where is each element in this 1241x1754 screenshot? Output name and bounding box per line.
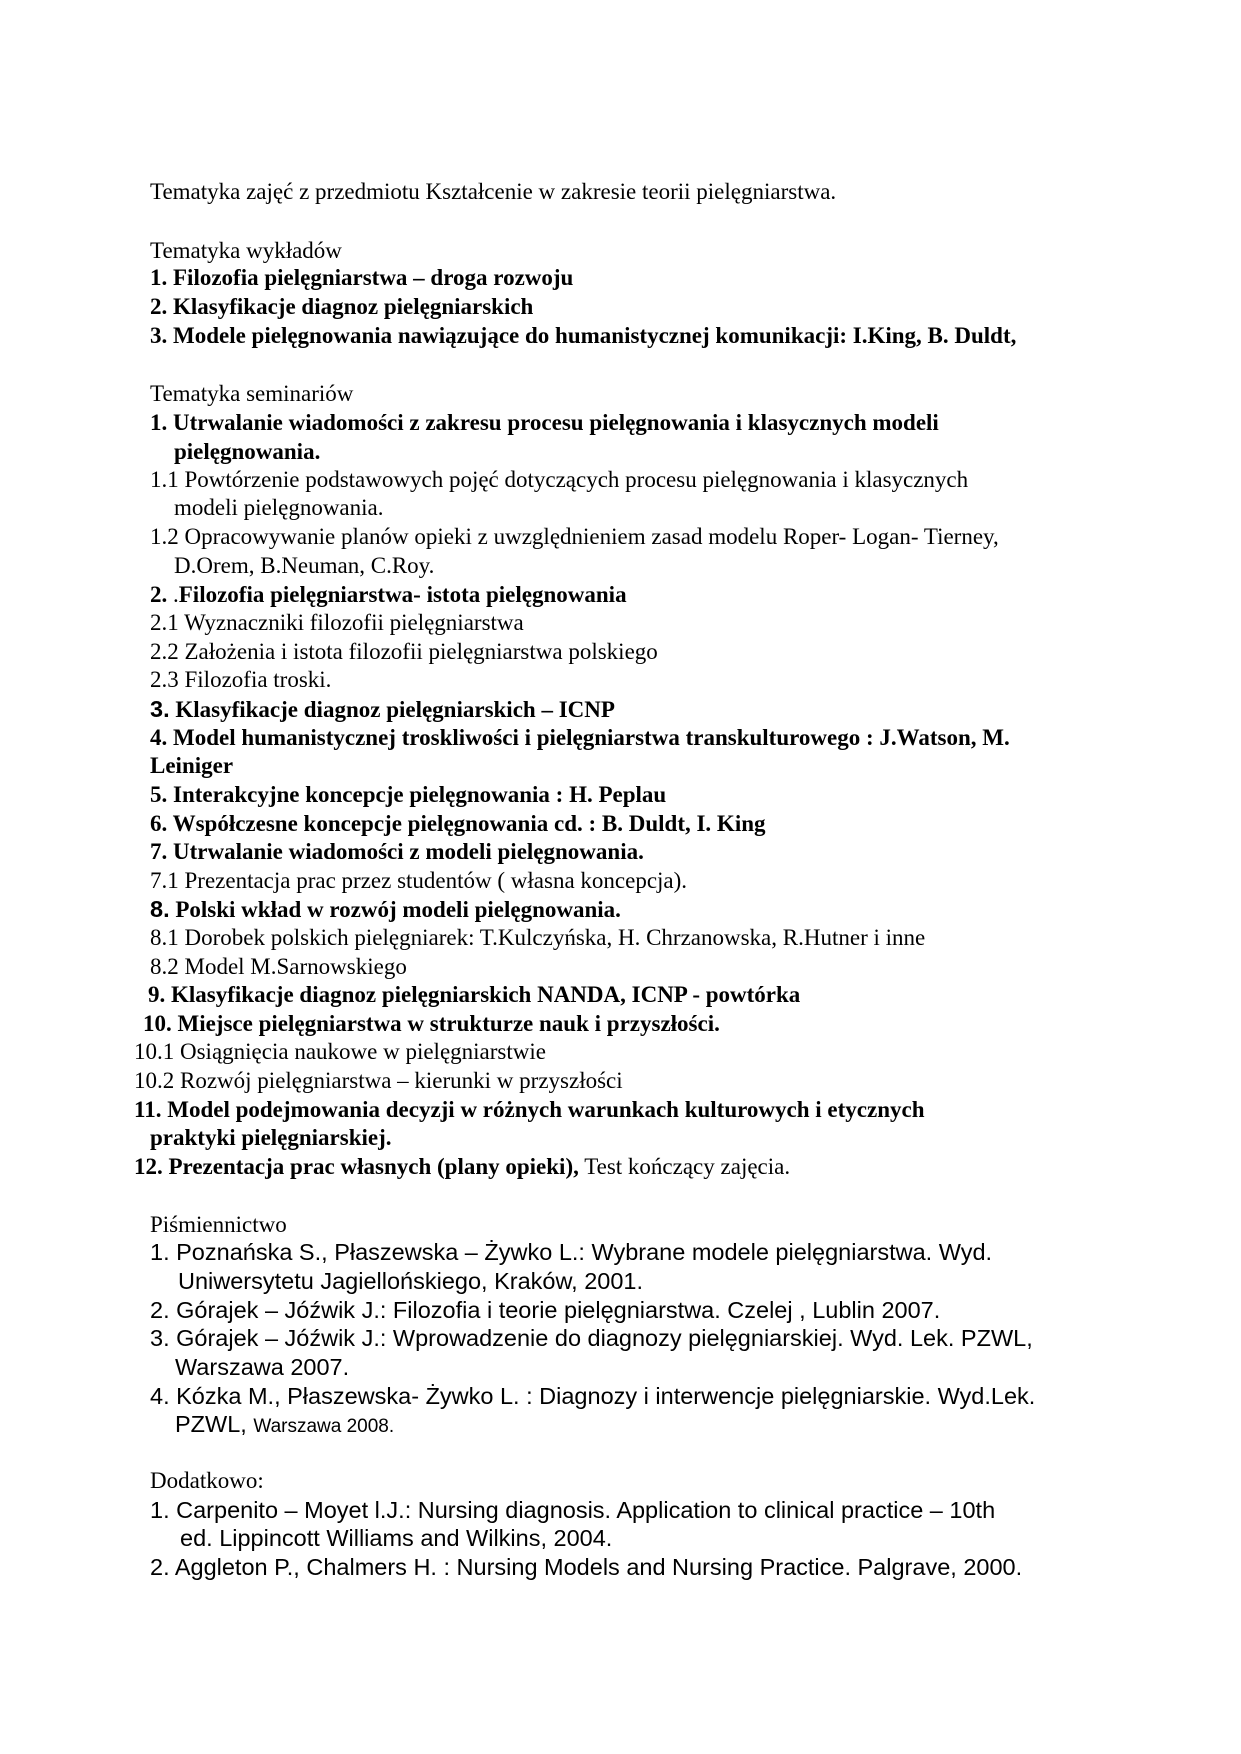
lecture-item: 2. Klasyfikacje diagnoz pielęgniarskich [150, 294, 534, 319]
seminar-subitem: 10.1 Osiągnięcia naukowe w pielęgniarstwie [134, 1039, 546, 1064]
seminar-subitem: 10.2 Rozwój pielęgniarstwa – kierunki w przyszłości [134, 1068, 623, 1093]
lecture-item: 1. Filozofia pielęgniarstwa – droga rozwoju [150, 265, 574, 290]
seminar-subitem: 8.2 Model M.Sarnowskiego [150, 954, 407, 979]
seminar-item [134, 1153, 790, 1181]
literature-heading: Piśmiennictwo [150, 1212, 287, 1237]
seminar-item: 11. Model podejmowania decyzji w różnych warunkach kulturowych i etycznych [134, 1097, 925, 1122]
seminar-item: 7. Utrwalanie wiadomości z modeli pielęgnowania. [150, 839, 644, 864]
seminar-item-number: 3. [150, 696, 170, 722]
seminar-item-dot: . [173, 582, 179, 607]
lectures-heading: Tematyka wykładów [150, 238, 342, 263]
additional-heading: Dodatkowo: [150, 1468, 264, 1493]
seminar-item: 1. Utrwalanie wiadomości z zakresu procesu pielęgnowania i klasycznych modeli [150, 410, 939, 435]
document-title: Tematyka zajęć z przedmiotu Kształcenie w zakresie teorii pielęgniarstwa. [150, 179, 837, 204]
lecture-item: 3. Modele pielęgnowania nawiązujące do humanistycznej komunikacji: I.King, B. Duldt, [150, 323, 1017, 348]
seminar-item: 6. Współczesne koncepcje pielęgnowania cd. : B. Duldt, I. King [150, 811, 766, 836]
seminar-item-text: Klasyfikacje diagnoz pielęgniarskich – ICNP [169, 697, 615, 722]
seminar-subitem: 2.1 Wyznaczniki filozofii pielęgniarstwa [150, 610, 524, 635]
seminar-item-continuation: praktyki pielęgniarskiej. [150, 1125, 392, 1150]
literature-item-continuation: Uniwersytetu Jagiellońskiego, Kraków, 2001. [178, 1268, 644, 1294]
literature-item-continuation [175, 1410, 394, 1441]
seminar-item-continuation: pielęgnowania. [174, 439, 321, 464]
literature-publisher: PZWL, [175, 1411, 254, 1437]
seminar-item-continuation: Leiniger [150, 753, 234, 778]
seminar-item-number: 2. [150, 582, 173, 607]
seminar-item-text: Filozofia pielęgniarstwa- istota pielęgnowania [178, 582, 627, 607]
seminar-subitem: 2.2 Założenia i istota filozofii pielęgniarstwa polskiego [150, 639, 658, 664]
seminars-heading: Tematyka seminariów [150, 381, 354, 406]
seminar-item-text: Polski wkład w rozwój modeli pielęgnowania. [169, 897, 621, 922]
seminar-item: 10. Miejsce pielęgniarstwa w strukturze nauk i przyszłości. [143, 1011, 720, 1036]
seminar-subitem: 7.1 Prezentacja prac przez studentów ( własna koncepcja). [150, 868, 688, 893]
literature-item-continuation: Warszawa 2007. [175, 1354, 350, 1380]
literature-place-year: Warszawa 2008. [253, 1416, 395, 1437]
literature-item: 1. Poznańska S., Płaszewska – Żywko L.: Wybrane modele pielęgniarstwa. Wyd. [150, 1239, 993, 1265]
seminar-subitem: 2.3 Filozofia troski. [150, 667, 332, 692]
seminar-item [150, 581, 627, 609]
seminar-item [150, 695, 615, 724]
literature-item: 2. Górajek – Jóźwik J.: Filozofia i teorie pielęgniarstwa. Czelej , Lublin 2007. [150, 1297, 941, 1323]
seminar-subitem: 8.1 Dorobek polskich pielęgniarek: T.Kulczyńska, H. Chrzanowska, R.Hutner i inne [150, 925, 926, 950]
literature-item: 4. Kózka M., Płaszewska- Żywko L. : Diagnozy i interwencje pielęgniarskie. Wyd.Lek. [150, 1383, 1036, 1409]
seminar-item [150, 895, 621, 924]
seminar-subitem: 1.2 Opracowywanie planów opieki z uwzględnieniem zasad modelu Roper- Logan- Tierney, [150, 524, 999, 549]
seminar-item-number: 8. [150, 896, 170, 922]
seminar-item: 5. Interakcyjne koncepcje pielęgnowania : H. Peplau [150, 782, 667, 807]
additional-item: 2. Aggleton P., Chalmers H. : Nursing Models and Nursing Practice. Palgrave, 2000. [150, 1554, 1023, 1580]
literature-item: 3. Górajek – Jóźwik J.: Wprowadzenie do diagnozy pielęgniarskiej. Wyd. Lek. PZWL, [150, 1325, 1033, 1351]
additional-item-continuation: ed. Lippincott Williams and Wilkins, 2004. [180, 1525, 613, 1551]
seminar-subitem-continuation: D.Orem, B.Neuman, C.Roy. [174, 553, 435, 578]
seminar-item-text-bold: 12. Prezentacja prac własnych (plany opieki), [134, 1154, 579, 1179]
seminar-subitem: 1.1 Powtórzenie podstawowych pojęć dotyczących procesu pielęgnowania i klasycznych [150, 467, 969, 492]
additional-item: 1. Carpenito – Moyet l.J.: Nursing diagnosis. Application to clinical practice – 10th [150, 1497, 996, 1523]
seminar-item-text-regular: Test kończący zajęcia. [578, 1154, 791, 1179]
seminar-subitem-continuation: modeli pielęgnowania. [174, 495, 384, 520]
seminar-item: 9. Klasyfikacje diagnoz pielęgniarskich NANDA, ICNP - powtórka [148, 982, 801, 1007]
seminar-item: 4. Model humanistycznej troskliwości i pielęgniarstwa transkulturowego : J.Watson, M. [150, 725, 1010, 750]
